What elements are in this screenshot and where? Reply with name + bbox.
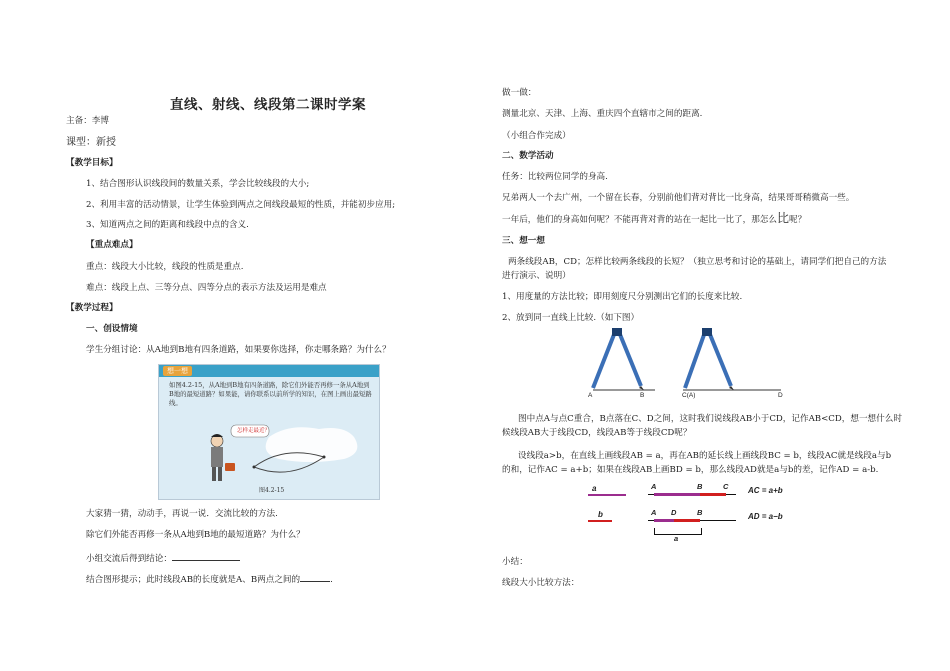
- method-item: 2、放到同一直线上比较.（如下图）: [502, 313, 640, 323]
- cloud-shape: [266, 427, 358, 462]
- lesson-type: 课型：新授: [66, 137, 116, 148]
- discussion-text: 学生分组讨论：从A地到B地有四条道路，如果要你选择，你走哪条路？为什么？: [86, 345, 391, 355]
- conclusion-blank: [172, 551, 240, 561]
- goals-heading: 【教学目标】: [66, 158, 118, 168]
- hint-line: [86, 572, 333, 586]
- textbook-figure: [158, 364, 380, 500]
- compass-figure: [585, 328, 785, 402]
- conclusion-line: [86, 551, 240, 565]
- section-heading: 二、数学活动: [502, 151, 554, 161]
- point-b-dot: [323, 456, 326, 459]
- speech-text: 怎样走最近？: [237, 428, 271, 434]
- sum-point-label: A: [651, 482, 657, 491]
- do-it-label: 做一做：: [502, 88, 537, 98]
- year-later-post: 呢？: [789, 215, 807, 225]
- segment-b-line: [588, 520, 612, 522]
- summary-text: 线段大小比较方法：: [502, 578, 580, 588]
- figure-header-bar: [159, 365, 379, 377]
- goal-item: 2、利用丰富的活动情景，让学生体验到两点之间线段最短的性质，并能初步应用;: [86, 200, 396, 210]
- group-note: （小组合作完成）: [502, 131, 571, 141]
- page-title: 直线、射线、线段第二课时学案: [170, 97, 366, 113]
- summary-label: 小结：: [502, 557, 528, 567]
- key-point: 重点：线段大小比较，线段的性质是重点.: [86, 262, 244, 272]
- goal-item: 3、知道两点之间的距离和线段中点的含义.: [86, 220, 249, 230]
- segment-b-label: b: [598, 510, 603, 519]
- paragraph-line: 的和，记作AC = a+b；如果在线段AB上画BD = b，那么线段AD就是a与b的差，记作AD = a-b.: [502, 465, 879, 475]
- paragraph-line: 图中点A与点C重合，B点落在C、D之间，这时我们说线段AB小于CD，记作AB<CD，想一想什么时: [518, 414, 902, 424]
- segment-a-label: a: [592, 484, 597, 493]
- section-heading: 三、想一想: [502, 236, 545, 246]
- year-later-big: 比: [777, 211, 790, 225]
- diff-brace-label: a: [674, 534, 679, 543]
- sum-a-segment: [654, 493, 700, 496]
- formula-diff: AD = a−b: [748, 512, 783, 521]
- compass-left-icon: [593, 328, 655, 390]
- year-later-pre: 一年后，他们的身高如何呢？不能再背对背的站在一起比一比了，那怎么: [502, 215, 778, 225]
- measure-text: 测量北京、天津、上海、重庆四个直辖市之间的距离.: [502, 109, 703, 119]
- formula-sum: AC = a+b: [748, 486, 783, 495]
- compass-right-icon: [683, 328, 781, 390]
- paragraph-line: 候线段AB大于线段CD，线段AB等于线段CD呢？: [502, 428, 692, 438]
- compass-label: A: [588, 392, 593, 399]
- hint-blank: [300, 572, 330, 582]
- segment-figure: [578, 480, 818, 548]
- hint-text: 结合图形提示；此时线段AB的长度就是A、B两点之间的: [86, 575, 301, 585]
- sum-point-label: C: [723, 482, 729, 491]
- method-item: 1、用度量的方法比较；即用刻度尺分别测出它们的长度来比较.: [502, 292, 743, 302]
- point-a-dot: [253, 466, 256, 469]
- task-text: 任务：比较两位同学的身高.: [502, 172, 608, 182]
- segment-a-line: [588, 494, 626, 496]
- diff-point-label: D: [671, 508, 677, 517]
- sum-b-segment: [700, 493, 726, 496]
- section-heading: 一、创设情境: [86, 324, 138, 334]
- author-line: 主备：李博: [66, 116, 109, 126]
- figure-text: 如图4.2-15，从A地到B地有四条道路，除它们外能否再修一条从A地到B地的最短道路？如果能，请你联系以前所学的知识，在图上画出最短路线。: [169, 381, 372, 407]
- compass-label: D: [778, 392, 783, 399]
- think-line: 两条线段AB，CD；怎样比较两条线段的长短？（独立思考和讨论的基础上，请同学们把自己的方法: [508, 257, 887, 267]
- diff-point-label: B: [697, 508, 703, 517]
- year-later-text: [502, 213, 806, 226]
- keypoints-heading: 【重点难点】: [86, 240, 138, 250]
- guess-text: 大家猜一猜，动动手，再说一说．交流比较的方法.: [86, 509, 278, 519]
- paragraph-line: 设线段a>b，在直线上画线段AB = a，再在AB的延长线上画线段BC = b，线段AC就是线段a与b: [518, 451, 892, 461]
- process-heading: 【教学过程】: [66, 303, 118, 313]
- figure-badge: 想一想: [163, 366, 192, 376]
- think-line: 进行演示、说明）: [502, 271, 571, 281]
- diff-point-label: A: [651, 508, 657, 517]
- difficult-point: 难点：线段上点、三等分点、四等分点的表示方法及运用是难点: [86, 283, 327, 293]
- compass-label: B: [640, 392, 645, 399]
- figure-caption: 图4.2-15: [259, 487, 285, 494]
- person-icon: [211, 434, 235, 481]
- diff-b-segment: [674, 519, 700, 522]
- goal-item: 1、结合图形认识线段间的数量关系，学会比较线段的大小;: [86, 179, 310, 189]
- question-text: 除它们外能否再修一条从A地到B地的最短道路？为什么？: [86, 530, 305, 540]
- hint-end: .: [330, 575, 333, 585]
- compass-label: C(A): [682, 392, 696, 399]
- conclusion-label: 小组交流后得到结论：: [86, 554, 172, 564]
- sum-point-label: B: [697, 482, 703, 491]
- story-text: 兄弟两人一个去广州，一个留在长春，分别前他们背对背比一比身高，结果哥哥稍微高一些。: [502, 193, 855, 203]
